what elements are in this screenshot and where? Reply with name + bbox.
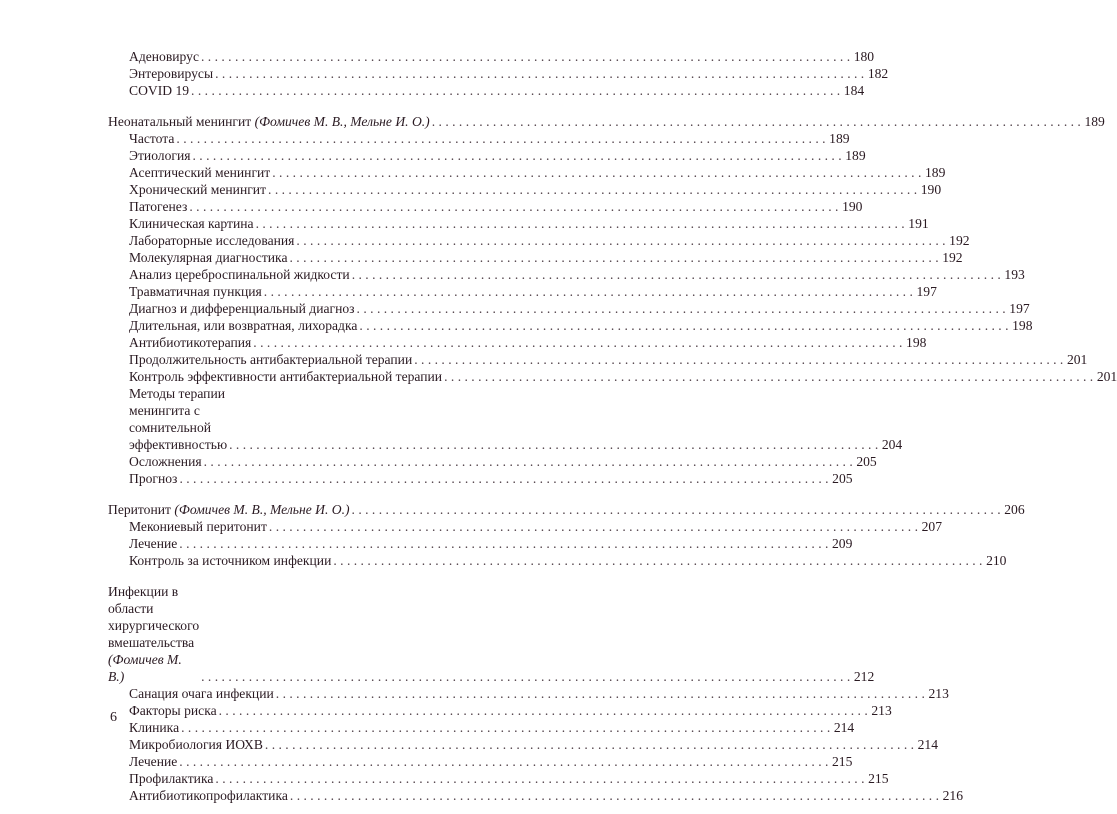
toc-entry-page: 204 [881, 437, 903, 452]
dot-leader [414, 351, 1063, 368]
toc-entry [108, 198, 863, 215]
toc-entry-page: 189 [924, 165, 946, 180]
toc-entry [108, 518, 942, 535]
toc-entry [108, 787, 963, 804]
toc-group-neonatal-meningitis [108, 113, 1117, 487]
toc-group-viruses [108, 48, 889, 99]
toc-group-surgical-site-infections [108, 583, 963, 804]
toc-entry [108, 147, 866, 164]
dot-leader [352, 266, 1001, 283]
toc-entry-page: 215 [868, 771, 889, 786]
toc-heading-authors: (Фомичев М. В.) [108, 652, 182, 684]
dot-leader [179, 753, 828, 770]
toc-entry-title: Антибиотикопрофилактика [129, 788, 288, 803]
toc-entry-page: 192 [949, 233, 970, 248]
toc-entry [108, 535, 853, 552]
toc-entry-title: Лечение [129, 754, 178, 769]
toc-section-heading [108, 583, 875, 685]
toc-entry-title: Продолжительность антибактериальной терапии [129, 352, 413, 367]
toc-entry-page: 197 [1009, 301, 1030, 316]
dot-leader [201, 48, 850, 65]
toc-entry-title: Анализ цереброспинальной жидкости [129, 267, 350, 282]
dot-leader [296, 232, 945, 249]
toc-entry-title: Методы терапии менингита с сомнительной эффективностью [129, 386, 228, 452]
toc-entry-page: 193 [1004, 267, 1025, 282]
toc-entry [108, 130, 850, 147]
dot-leader [189, 198, 838, 215]
toc-entry-title: Хронический менингит [129, 182, 267, 197]
toc-entry-page: 207 [921, 519, 942, 534]
toc-entry [108, 266, 1025, 283]
toc-entry-title: Мекониевый перитонит [129, 519, 267, 534]
toc-entry-page: 189 [829, 131, 850, 146]
dot-leader [253, 334, 902, 351]
toc-entry [108, 351, 1088, 368]
dot-leader [265, 736, 914, 753]
dot-leader [256, 215, 905, 232]
dot-leader [191, 82, 840, 99]
dot-leader [289, 249, 938, 266]
dot-leader [264, 283, 913, 300]
toc-entry-title: Этиология [129, 148, 191, 163]
toc-entry-page: 205 [856, 454, 877, 469]
toc-entry [108, 215, 929, 232]
dot-leader [193, 147, 842, 164]
toc-entry-page: 205 [832, 471, 853, 486]
dot-leader [269, 518, 918, 535]
toc-heading-page: 189 [1084, 114, 1105, 129]
toc-heading-title: Перитонит (Фомичев М. В., Мельне И. О.) [108, 502, 350, 517]
dot-leader [268, 181, 917, 198]
toc-heading-title: Неонатальный менингит (Фомичев М. В., Мельне И. О.) [108, 114, 430, 129]
toc-heading-authors: (Фомичев М. В., Мельне И. О.) [254, 114, 430, 129]
dot-leader [229, 436, 878, 453]
toc-entry-title: Клиника [129, 720, 180, 735]
toc-entry-page: 209 [832, 536, 853, 551]
toc-entry-title: Молекулярная диагностика [129, 250, 288, 265]
page-number: 6 [110, 710, 117, 725]
toc-entry [108, 470, 853, 487]
toc-entry-page: 191 [908, 216, 929, 231]
toc-entry-page: 214 [917, 737, 939, 752]
toc-section-heading [108, 113, 1105, 130]
toc-entry [108, 164, 946, 181]
toc-entry-title: Контроль эффективности антибактериальной терапии [129, 369, 443, 384]
toc-entry [108, 283, 937, 300]
toc-entry-title: Профилактика [129, 771, 214, 786]
toc-entry-title: Клиническая картина [129, 216, 254, 231]
toc-entry [108, 770, 889, 787]
dot-leader [201, 668, 850, 685]
toc-entry [108, 736, 939, 753]
toc-entry-page: 192 [942, 250, 963, 265]
dot-leader [219, 702, 868, 719]
toc-entry-page: 201 [1096, 369, 1117, 384]
toc-entry-page: 198 [906, 335, 927, 350]
toc-entry-title: Аденовирус [129, 49, 199, 64]
dot-leader [215, 65, 864, 82]
toc-entry-page: 213 [928, 686, 949, 701]
dot-leader [204, 453, 853, 470]
toc-entry-title: Травматичная пункция [129, 284, 262, 299]
toc-entry [108, 552, 1007, 569]
toc-entry-page: 210 [986, 553, 1007, 568]
toc-entry-page: 197 [916, 284, 937, 299]
toc-entry-title: Диагноз и дифференциальный диагноз [129, 301, 355, 316]
toc-entry-title: Антибиотикотерапия [129, 335, 252, 350]
toc-entry-page: 189 [845, 148, 866, 163]
toc-entry [108, 453, 877, 470]
table-of-contents [108, 48, 1117, 814]
dot-leader [276, 685, 925, 702]
toc-group-peritonitis [108, 501, 1025, 569]
toc-entry-title: Асептический менингит [129, 165, 271, 180]
toc-entry [108, 65, 889, 82]
dot-leader [333, 552, 982, 569]
toc-heading-page: 212 [853, 669, 875, 684]
dot-leader [215, 770, 864, 787]
dot-leader [181, 719, 830, 736]
toc-heading-title: Инфекции в области хирургического вмешательства (Фомичев М. В.) [108, 584, 200, 684]
toc-entry [108, 181, 942, 198]
toc-entry-title: Лабораторные исследования [129, 233, 295, 248]
toc-entry-title: Длительная, или возвратная, лихорадка [129, 318, 358, 333]
toc-entry-title: COVID 19 [129, 83, 190, 98]
toc-entry [108, 702, 892, 719]
dot-leader [359, 317, 1008, 334]
dot-leader [290, 787, 939, 804]
toc-entry [108, 334, 927, 351]
toc-entry-page: 180 [853, 49, 875, 64]
toc-entry [108, 753, 853, 770]
toc-entry-page: 216 [942, 788, 963, 803]
toc-entry-page: 190 [920, 182, 942, 197]
dot-leader [444, 368, 1093, 385]
toc-entry [108, 385, 903, 453]
dot-leader [179, 535, 828, 552]
toc-entry [108, 368, 1117, 385]
toc-entry-page: 190 [842, 199, 863, 214]
toc-entry [108, 232, 970, 249]
toc-entry-page: 184 [843, 83, 865, 98]
toc-entry-title: Санация очага инфекции [129, 686, 274, 701]
toc-entry [108, 317, 1033, 334]
toc-entry-page: 214 [833, 720, 855, 735]
toc-entry-title: Контроль за источником инфекции [129, 553, 332, 568]
toc-entry [108, 48, 875, 65]
toc-entry-title: Факторы риска [129, 703, 217, 718]
toc-entry [108, 719, 855, 736]
toc-entry [108, 249, 963, 266]
dot-leader [272, 164, 921, 181]
toc-entry-title: Энтеровирусы [129, 66, 214, 81]
toc-entry-title: Микробиология ИОХВ [129, 737, 263, 752]
toc-entry-title: Патогенез [129, 199, 188, 214]
toc-entry-page: 198 [1012, 318, 1033, 333]
toc-entry-page: 213 [871, 703, 892, 718]
toc-entry-title: Прогноз [129, 471, 178, 486]
toc-entry-title: Лечение [129, 536, 178, 551]
dot-leader [432, 113, 1081, 130]
toc-entry [108, 685, 949, 702]
toc-entry-page: 215 [832, 754, 853, 769]
dot-leader [352, 501, 1001, 518]
dot-leader [176, 130, 825, 147]
toc-entry-title: Частота [129, 131, 175, 146]
toc-heading-page: 206 [1004, 502, 1025, 517]
toc-entry-page: 201 [1066, 352, 1088, 367]
toc-entry-title: Осложнения [129, 454, 202, 469]
toc-entry [108, 300, 1030, 317]
dot-leader [357, 300, 1006, 317]
toc-section-heading [108, 501, 1025, 518]
dot-leader [179, 470, 828, 487]
toc-heading-authors: (Фомичев М. В., Мельне И. О.) [174, 502, 350, 517]
toc-entry [108, 82, 865, 99]
toc-entry-page: 182 [867, 66, 889, 81]
